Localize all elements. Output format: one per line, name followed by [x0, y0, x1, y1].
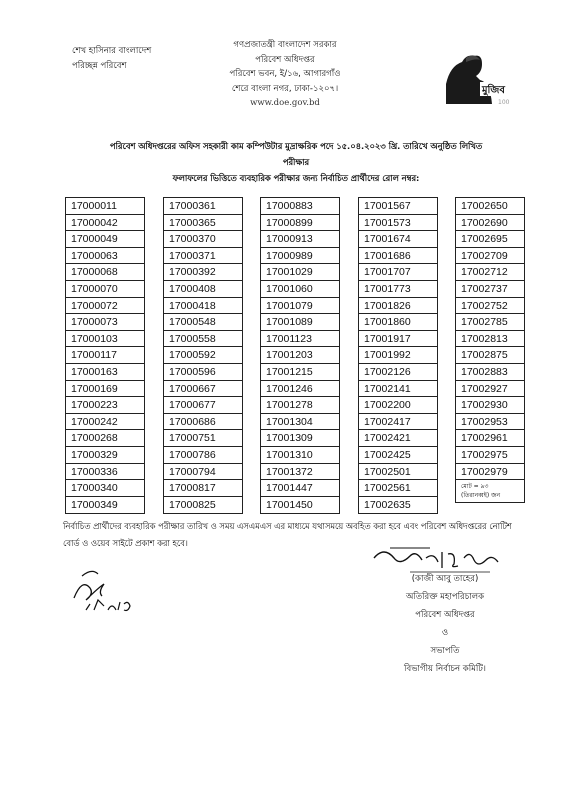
- roll-number-cell: 17001917: [359, 331, 437, 348]
- mujib-logo: [436, 48, 516, 108]
- roll-number-cell: 17001310: [261, 447, 339, 464]
- heading-line-1: পরিবেশ অধিদপ্তরের অফিস সহকারী কাম কম্পিউটার মুদ্রাক্ষরিক পদে ১৫.০৪.২০২৩ খ্রি. তারিখে অনুষ্ঠিত লিখিত পরীক্ষার: [109, 141, 483, 167]
- notice-line-2: বোর্ড ও ওয়েব সাইটে প্রকাশ করা হবে।: [63, 538, 188, 548]
- signature-block: [370, 570, 520, 678]
- roll-number-cell: 17000913: [261, 231, 339, 248]
- roll-number-cell: 17000103: [66, 331, 144, 348]
- roll-number-cell: 17000392: [164, 264, 242, 281]
- roll-number-cell: 17002785: [456, 314, 524, 331]
- roll-number-cell: 17001304: [261, 414, 339, 431]
- header-center: [190, 38, 380, 111]
- address-line-2: শেরে বাংলা নগর, ঢাকা-১২০৭।: [231, 83, 339, 94]
- roll-number-cell: 17002813: [456, 331, 524, 348]
- roll-number-cell: 17000548: [164, 314, 242, 331]
- roll-column-2: [163, 197, 243, 514]
- roll-number-cell: 17000070: [66, 281, 144, 298]
- roll-number-cell: 17000329: [66, 447, 144, 464]
- roll-number-cell: 17002417: [359, 414, 437, 431]
- roll-number-cell: 17000371: [164, 248, 242, 265]
- roll-number-cell: 17000596: [164, 364, 242, 381]
- signatory-designation-4: সভাপতি: [430, 646, 460, 656]
- roll-number-cell: 17000169: [66, 381, 144, 398]
- roll-number-cell: 17001450: [266, 498, 313, 511]
- signatory-designation-1: অতিরিক্ত মহাপরিচালক: [405, 592, 485, 602]
- address-line-1: পরিবেশ ভবন, ই/১৬, আগারগাঁও: [229, 69, 341, 79]
- total-count-line-1: মোট = ৯৩: [461, 483, 489, 491]
- signatory-designation-3: ও: [441, 628, 449, 638]
- roll-number-cell: 17000418: [164, 298, 242, 315]
- roll-number-cell: 17000365: [164, 215, 242, 232]
- roll-number-cell: 17001826: [359, 298, 437, 315]
- roll-number-cell: 17002650: [456, 198, 524, 215]
- roll-number-cell: 17000786: [164, 447, 242, 464]
- roll-number-cell: 17000989: [261, 248, 339, 265]
- roll-number-cell: 17000063: [66, 248, 144, 265]
- roll-number-cell: 17000223: [66, 397, 144, 414]
- roll-number-cell: 17002425: [359, 447, 437, 464]
- header-left: [72, 44, 151, 74]
- total-count-note: [456, 480, 524, 502]
- roll-number-cell: 17001707: [359, 264, 437, 281]
- roll-number-cell: 17002737: [456, 281, 524, 298]
- signatory-name: (কাজী আবু তাহের): [411, 574, 479, 584]
- roll-number-cell: 17002883: [456, 364, 524, 381]
- svg-text:মুজিব: মুজিব: [482, 85, 505, 96]
- roll-number-cell: 17001567: [359, 198, 437, 215]
- roll-number-cell: 17002953: [456, 414, 524, 431]
- roll-number-cell: 17000794: [164, 464, 242, 481]
- svg-text:100: 100: [498, 99, 510, 106]
- roll-number-cell: 17000558: [164, 331, 242, 348]
- website-url: www.doe.gov.bd: [250, 98, 320, 108]
- roll-number-cell: 17002200: [359, 397, 437, 414]
- roll-number-cell: 17000817: [164, 480, 242, 497]
- header-slogan-2: পরিচ্ছন্ন পরিবেশ: [72, 61, 127, 71]
- roll-number-cell: 17001860: [359, 314, 437, 331]
- roll-number-cell: 17001246: [261, 381, 339, 398]
- roll-number-cell: 17001674: [359, 231, 437, 248]
- roll-number-cell: 17002690: [456, 215, 524, 232]
- roll-number-cell: 17000117: [66, 347, 144, 364]
- roll-number-cell: 17000751: [164, 430, 242, 447]
- roll-number-cell: 17001060: [261, 281, 339, 298]
- roll-number-cell: 17001773: [359, 281, 437, 298]
- roll-number-cell: 17002752: [456, 298, 524, 315]
- roll-number-cell: 17002695: [456, 231, 524, 248]
- roll-number-cell: 17000268: [66, 430, 144, 447]
- roll-number-cell: 17001123: [261, 331, 339, 348]
- roll-number-cell: 17002961: [456, 430, 524, 447]
- roll-number-cell: 17001686: [359, 248, 437, 265]
- roll-number-cell: 17000825: [169, 498, 216, 511]
- roll-number-cell: 17002501: [359, 464, 437, 481]
- roll-number-cell: 17001992: [359, 347, 437, 364]
- dept-name: পরিবেশ অধিদপ্তর: [255, 54, 315, 65]
- roll-number-cell: 17000370: [164, 231, 242, 248]
- total-count-line-2: (তিরানব্বই) জন: [461, 492, 501, 500]
- roll-number-cell: 17000340: [66, 480, 144, 497]
- roll-number-cell: 17001278: [261, 397, 339, 414]
- roll-number-cell: 17001309: [261, 430, 339, 447]
- notice-line-1: নির্বাচিত প্রার্থীদের ব্যবহারিক পরীক্ষার তারিখ ও সময় এসএমএস এর মাধ্যমে যথাসময়ে অবহিত করা হবে এবং পরিবেশ অধিদপ্তরের নোটিশ: [63, 521, 512, 531]
- roll-number-cell: 17002561: [359, 480, 437, 497]
- roll-number-cell: 17000408: [164, 281, 242, 298]
- roll-number-cell: 17002709: [456, 248, 524, 265]
- roll-number-cell: 17000042: [66, 215, 144, 232]
- roll-number-cell: 17001573: [359, 215, 437, 232]
- signatory-designation-2: পরিবেশ অধিদপ্তর: [415, 610, 475, 620]
- roll-number-cell: 17001215: [261, 364, 339, 381]
- roll-number-cell: 17000068: [66, 264, 144, 281]
- signatory-designation-5: বিভাগীয় নির্বাচন কমিটি।: [404, 664, 486, 674]
- roll-number-cell: 17001203: [261, 347, 339, 364]
- roll-number-cell: 17000072: [66, 298, 144, 315]
- roll-number-cell: 17001089: [261, 314, 339, 331]
- roll-column-3: [260, 197, 340, 514]
- roll-number-cell: 17002126: [359, 364, 437, 381]
- govt-name: গণপ্রজাতন্ত্রী বাংলাদেশ সরকার: [233, 40, 337, 50]
- notice-heading: [96, 138, 496, 186]
- roll-number-cell: 17002141: [359, 381, 437, 398]
- roll-number-cell: 17000361: [164, 198, 242, 215]
- roll-number-cell: 17000883: [261, 198, 339, 215]
- roll-number-cell: 17000667: [164, 381, 242, 398]
- roll-number-cell: 17000686: [164, 414, 242, 431]
- roll-number-cell: 17000677: [164, 397, 242, 414]
- roll-number-cell: 17002635: [364, 498, 411, 511]
- roll-number-cell: 17001029: [261, 264, 339, 281]
- roll-number-cell: 17000073: [66, 314, 144, 331]
- roll-number-cell: 17001079: [261, 298, 339, 315]
- roll-number-cell: 17001372: [261, 464, 339, 481]
- roll-number-cell: 17000899: [261, 215, 339, 232]
- initial-signature-left: [68, 558, 148, 618]
- roll-column-4: [358, 197, 438, 514]
- header-slogan-1: শেখ হাসিনার বাংলাদেশ: [72, 46, 152, 56]
- roll-number-cell: 17000592: [164, 347, 242, 364]
- roll-number-cell: 17002421: [359, 430, 437, 447]
- roll-number-cell: 17000163: [66, 364, 144, 381]
- roll-number-cell: 17000011: [66, 198, 144, 215]
- roll-number-cell: 17000349: [71, 498, 118, 511]
- roll-number-cell: 17000336: [66, 464, 144, 481]
- roll-number-cell: 17000049: [66, 231, 144, 248]
- roll-number-cell: 17001447: [261, 480, 339, 497]
- roll-column-5: [455, 197, 525, 503]
- roll-number-cell: 17002975: [456, 447, 524, 464]
- roll-column-1: [65, 197, 145, 514]
- roll-number-cell: 17002712: [456, 264, 524, 281]
- roll-number-cell: 17002927: [456, 381, 524, 398]
- roll-number-cell: 17002979: [456, 464, 524, 481]
- roll-number-cell: 17000242: [66, 414, 144, 431]
- roll-number-cell: 17002875: [456, 347, 524, 364]
- roll-number-cell: 17002930: [456, 397, 524, 414]
- heading-line-2: ফলাফলের ভিত্তিতে ব্যবহারিক পরীক্ষার জন্য নির্বাচিত প্রার্থীদের রোল নম্বর:: [172, 173, 420, 183]
